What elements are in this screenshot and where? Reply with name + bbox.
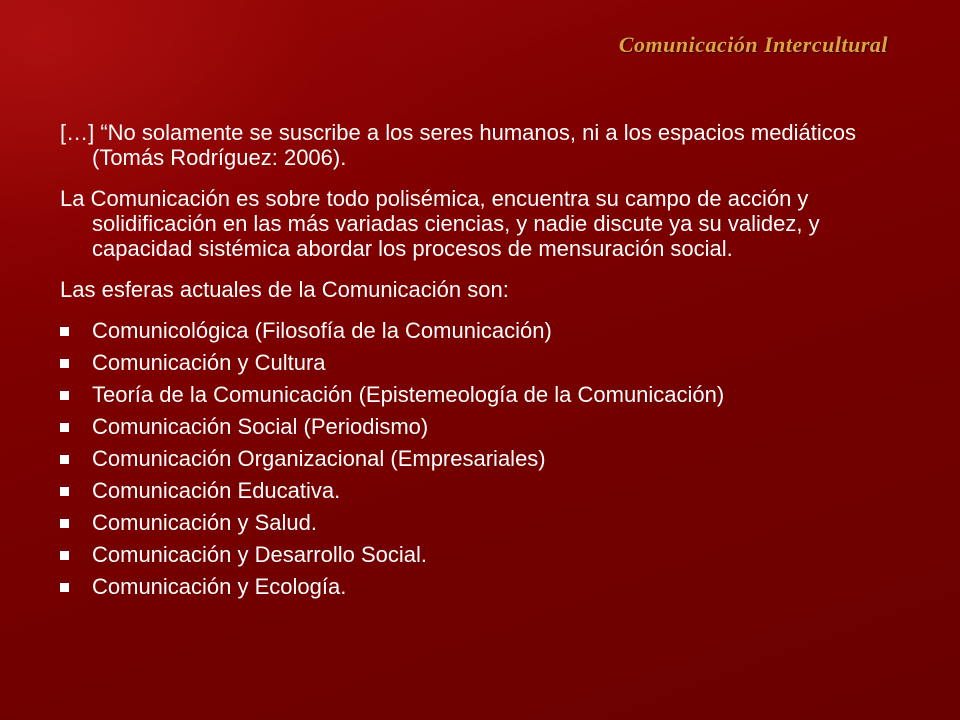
square-bullet-icon	[60, 391, 69, 400]
slide-title: Comunicación Intercultural	[618, 32, 888, 57]
list-item-label: Comunicación Social (Periodismo)	[92, 414, 429, 439]
list-item	[60, 542, 910, 574]
list-item-label: Comunicación y Salud.	[92, 510, 318, 535]
list-item-label: Comunicación Educativa.	[92, 478, 341, 503]
square-bullet-icon	[60, 455, 69, 464]
list-item	[60, 414, 910, 446]
list-intro-paragraph: Las esferas actuales de la Comunicación son:	[60, 277, 509, 302]
quote-paragraph: […] “No solamente se suscribe a los seres humanos, ni a los espacios mediáticos (Tomás Rodríguez: 2006).	[60, 120, 857, 170]
list-item	[60, 478, 910, 510]
spheres-list	[60, 318, 910, 606]
list-item	[60, 510, 910, 542]
list-item	[60, 318, 910, 350]
list-item-label: Comunicación y Cultura	[92, 350, 326, 375]
list-item	[60, 446, 910, 478]
list-item	[60, 574, 910, 606]
list-item-label: Teoría de la Comunicación (Epistemeología de la Comunicación)	[92, 382, 725, 407]
list-item-label: Comunicación Organizacional (Empresariales)	[92, 446, 546, 471]
slide-body	[60, 120, 910, 606]
list-item-label: Comunicológica (Filosofía de la Comunicación)	[92, 318, 552, 343]
list-item	[60, 382, 910, 414]
list-item-label: Comunicación y Desarrollo Social.	[92, 542, 428, 567]
description-paragraph: La Comunicación es sobre todo polisémica, encuentra su campo de acción y solidificación en las más variadas ciencias, y nadie discute ya su validez, y capacidad sistémica abordar los procesos de mensuración social.	[60, 186, 820, 261]
square-bullet-icon	[60, 519, 69, 528]
square-bullet-icon	[60, 359, 69, 368]
square-bullet-icon	[60, 551, 69, 560]
square-bullet-icon	[60, 583, 69, 592]
square-bullet-icon	[60, 327, 69, 336]
square-bullet-icon	[60, 487, 69, 496]
list-item-label: Comunicación y Ecología.	[92, 574, 347, 599]
list-item	[60, 350, 910, 382]
square-bullet-icon	[60, 423, 69, 432]
